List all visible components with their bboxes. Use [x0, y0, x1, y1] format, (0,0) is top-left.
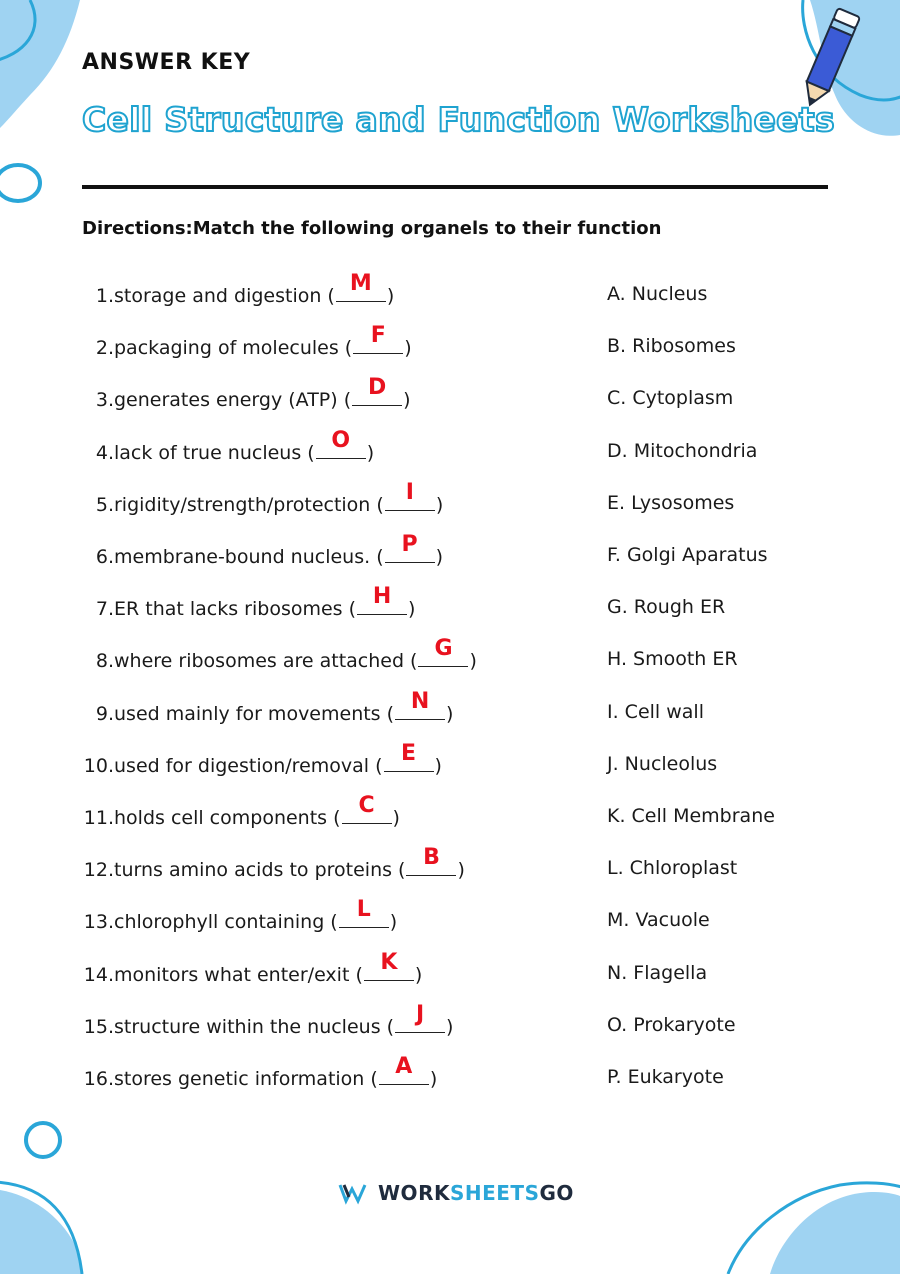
question-close-paren: ) [386, 285, 395, 307]
question-close-paren: ) [429, 1068, 438, 1090]
brand-name [378, 1181, 574, 1205]
option-item: M. Vacuole [607, 909, 710, 932]
option-item: J. Nucleolus [607, 752, 718, 775]
question-text: stores genetic information ( [114, 1068, 378, 1090]
option-item: L. Chloroplast [607, 857, 738, 880]
question-text: structure within the nucleus ( [114, 1015, 395, 1038]
answer-letter: G [434, 636, 453, 662]
question-number: 6. [95, 546, 114, 568]
question-close-paren: ) [446, 1015, 454, 1038]
question-number: 9. [95, 702, 114, 725]
answer-blank[interactable] [379, 1054, 429, 1085]
top-left-blob [0, 0, 80, 128]
question-number: 4. [95, 441, 114, 464]
question-row [80, 323, 412, 360]
answer-letter: L [356, 897, 371, 923]
option-item: G. Rough ER [607, 596, 726, 619]
answer-blank[interactable] [385, 532, 435, 563]
question-text: used for digestion/removal ( [114, 754, 383, 777]
question-number: 3. [95, 389, 114, 412]
question-close-paren: ) [446, 702, 454, 725]
answer-letter: D [367, 375, 387, 401]
answer-blank[interactable] [406, 845, 456, 876]
answer-letter: K [380, 949, 398, 975]
question-row [80, 1001, 454, 1038]
question-number: 10. [83, 754, 114, 777]
answer-blank[interactable] [385, 479, 435, 511]
brand-word-worksheets: WORKSHEETS [378, 1181, 540, 1205]
question-text: holds cell components ( [114, 807, 341, 829]
question-row [80, 427, 375, 464]
option-item: I. Cell wall [607, 700, 704, 723]
answer-blank[interactable] [352, 375, 402, 406]
brand-word-go: GO [539, 1181, 574, 1205]
question-row [80, 636, 477, 673]
question-close-paren: ) [366, 441, 375, 464]
question-row [80, 271, 395, 307]
question-text: turns amino acids to proteins ( [114, 859, 406, 882]
bottom-left-ring [26, 1123, 60, 1157]
answer-blank[interactable] [395, 688, 445, 720]
answer-blank[interactable] [316, 427, 366, 459]
question-close-paren: ) [404, 337, 412, 360]
question-text: membrane-bound nucleus. ( [114, 546, 384, 568]
question-number: 13. [83, 911, 114, 934]
question-row [80, 740, 442, 777]
question-text: chlorophyll containing ( [114, 911, 338, 934]
question-number: 16. [83, 1068, 114, 1090]
option-item: F. Golgi Aparatus [607, 544, 768, 566]
answer-letter: O [331, 427, 351, 453]
question-text: monitors what enter/exit ( [114, 963, 363, 986]
brand-logo [338, 1178, 574, 1208]
question-row [80, 375, 411, 412]
question-row [80, 793, 400, 829]
title-divider [82, 185, 828, 189]
question-number: 12. [83, 859, 114, 882]
answer-letter: A [395, 1054, 413, 1079]
question-row [80, 584, 416, 621]
question-text: storage and digestion ( [114, 285, 335, 307]
brand-mark-icon [338, 1181, 370, 1205]
question-number: 8. [95, 650, 114, 673]
option-item: O. Prokaryote [607, 1013, 736, 1036]
option-item: H. Smooth ER [607, 648, 738, 671]
answer-letter: E [401, 740, 417, 766]
question-number: 14. [83, 963, 114, 986]
answer-blank[interactable] [395, 1001, 445, 1033]
question-text: lack of true nucleus ( [114, 441, 315, 464]
question-text: ER that lacks ribosomes ( [114, 598, 357, 621]
question-close-paren: ) [414, 963, 423, 986]
question-close-paren: ) [457, 859, 465, 882]
directions-text: Directions:Match the following organels to their function [82, 218, 662, 239]
question-number: 11. [83, 807, 114, 829]
question-row [80, 845, 465, 882]
question-close-paren: ) [403, 389, 411, 412]
question-close-paren: ) [392, 807, 400, 829]
answer-blank[interactable] [339, 897, 389, 928]
question-text: generates energy (ATP) ( [114, 389, 352, 412]
option-item: A. Nucleus [607, 283, 708, 305]
answer-letter: N [410, 688, 430, 714]
question-number: 2. [95, 337, 114, 360]
option-item: P. Eukaryote [607, 1066, 724, 1088]
left-ring [0, 165, 40, 201]
question-text: rigidity/strength/protection ( [114, 493, 384, 516]
option-item: N. Flagella [607, 961, 708, 984]
answer-blank[interactable] [336, 271, 386, 302]
answer-blank[interactable] [418, 636, 468, 667]
answer-blank[interactable] [384, 740, 434, 772]
answer-letter: P [401, 532, 418, 557]
answer-blank[interactable] [342, 793, 392, 824]
question-row [80, 688, 454, 725]
question-number: 5. [95, 493, 114, 516]
option-item: C. Cytoplasm [607, 387, 734, 410]
question-close-paren: ) [469, 650, 477, 673]
option-item: D. Mitochondria [607, 439, 758, 462]
question-row [80, 949, 423, 986]
answer-letter: B [423, 845, 440, 871]
question-close-paren: ) [408, 598, 416, 621]
answer-letter: H [372, 584, 392, 610]
question-number: 15. [83, 1015, 114, 1038]
question-number: 7. [95, 598, 114, 621]
answer-key-label: ANSWER KEY [82, 50, 251, 75]
answer-letter: F [370, 323, 386, 349]
option-item: E. Lysosomes [607, 491, 735, 514]
answer-blank[interactable] [353, 323, 403, 354]
question-close-paren: ) [435, 546, 444, 568]
question-close-paren: ) [435, 493, 444, 516]
answer-letter: C [358, 793, 375, 818]
answer-blank[interactable] [357, 584, 407, 615]
question-row [80, 479, 444, 516]
page-title: Cell Structure and Function Worksheets [82, 100, 835, 139]
answer-blank[interactable] [364, 949, 414, 981]
answer-letter: J [415, 1001, 425, 1027]
option-item: K. Cell Membrane [607, 805, 775, 827]
answer-letter: I [405, 479, 414, 505]
question-text: packaging of molecules ( [114, 337, 353, 360]
option-item: B. Ribosomes [607, 335, 736, 358]
question-row [80, 1054, 438, 1090]
question-close-paren: ) [434, 754, 442, 777]
question-close-paren: ) [389, 911, 398, 934]
question-number: 1. [95, 285, 114, 307]
answer-letter: M [349, 271, 372, 296]
question-text: used mainly for movements ( [114, 702, 395, 725]
question-row [80, 532, 444, 568]
question-row [80, 897, 398, 934]
question-text: where ribosomes are attached ( [114, 650, 418, 673]
